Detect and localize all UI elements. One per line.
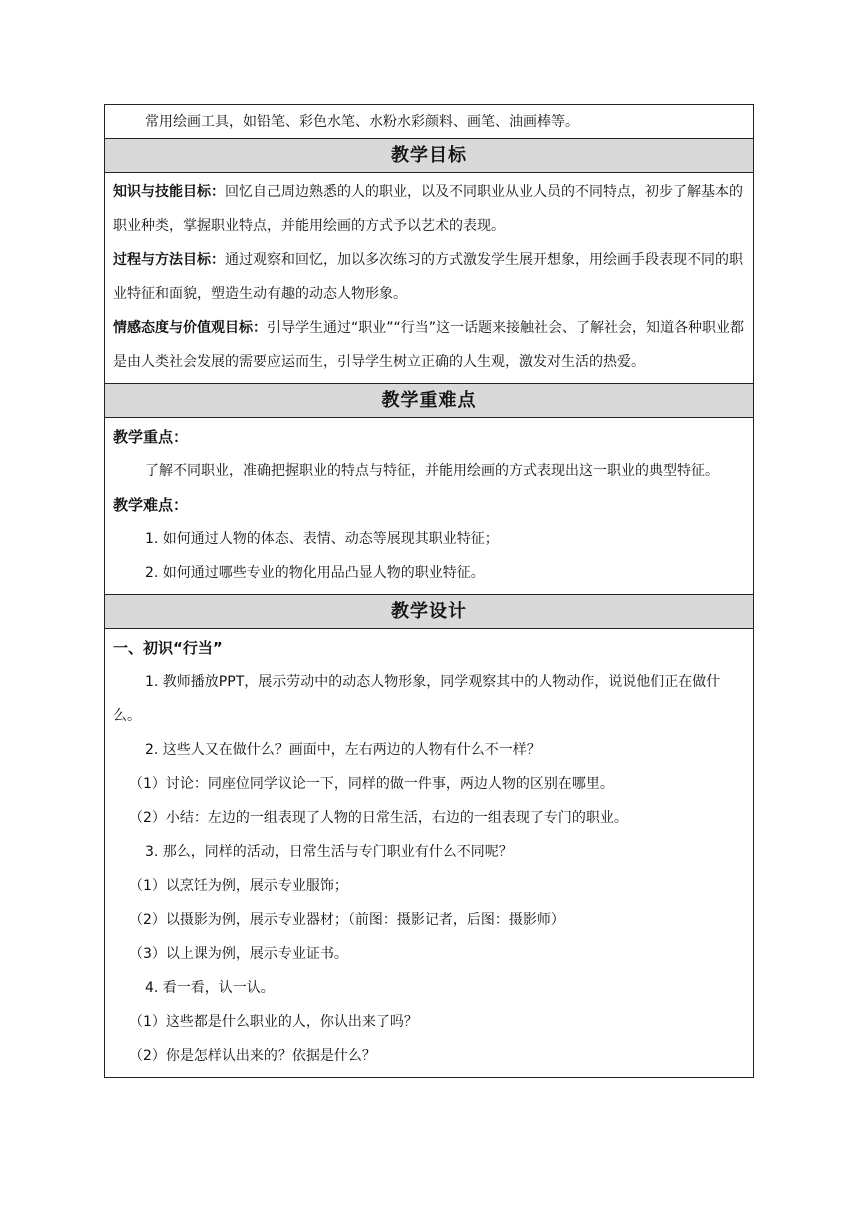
materials-row <box>105 105 753 139</box>
emotion-text: 引导学生通过“职业”“行当”这一话题来接触社会、了解社会，知道各种职业都是由人类社会发展的需要应运而生，引导学生树立正确的人生观，激发对生活的热爱。 <box>113 320 745 370</box>
design-item: 1. 教师播放PPT，展示劳动中的动态人物形象，同学观察其中的人物动作，说说他们正在做什么。 <box>113 674 721 724</box>
difficulty-item: 1. 如何通过人物的体态、表情、动态等展现其职业特征； <box>145 531 499 547</box>
focus-label: 教学重点： <box>113 428 189 446</box>
design-subitem: （3）以上课为例，展示专业证书。 <box>129 946 348 962</box>
design-subitem: （1）这些都是什么职业的人，你认出来了吗？ <box>129 1014 418 1030</box>
design-header: 教学设计 <box>105 595 753 629</box>
process-text: 通过观察和回忆，加以多次练习的方式激发学生展开想象，用绘画手段表现不同的职业特征和面貌，塑造生动有趣的动态人物形象。 <box>113 252 743 302</box>
objectives-header: 教学目标 <box>105 139 753 173</box>
keypoints-header: 教学重难点 <box>105 384 753 418</box>
emotion-objective <box>113 311 745 379</box>
design-item: 4. 看一看，认一认。 <box>145 980 275 996</box>
keypoints-content <box>105 418 753 595</box>
design-item: 2. 这些人又在做什么？画面中，左右两边的人物有什么不一样？ <box>145 742 541 758</box>
design-subitem: （1）以烹饪为例，展示专业服饰； <box>129 878 348 894</box>
focus-text: 了解不同职业，准确把握职业的特点与特征，并能用绘画的方式表现出这一职业的典型特征。 <box>145 463 719 479</box>
process-objective <box>113 243 745 311</box>
design-item: 3. 那么，同样的活动，日常生活与专门职业有什么不同呢？ <box>145 844 513 860</box>
emotion-label: 情感态度与价值观目标： <box>113 320 267 336</box>
process-label: 过程与方法目标： <box>113 252 225 268</box>
objectives-content <box>105 173 753 384</box>
difficulty-label: 教学难点： <box>113 496 189 514</box>
design-subitem: （1）讨论：同座位同学议论一下，同样的做一件事，两边人物的区别在哪里。 <box>129 776 614 792</box>
design-subitem: （2）以摄影为例，展示专业器材；（前图：摄影记者，后图：摄影师） <box>129 912 565 928</box>
knowledge-label: 知识与技能目标： <box>113 184 225 200</box>
design-subitem: （2）你是怎样认出来的？依据是什么？ <box>129 1048 376 1064</box>
design-section-title: 一、初识“行当” <box>113 639 223 657</box>
knowledge-objective <box>113 175 745 243</box>
lesson-plan-table <box>104 104 754 1078</box>
knowledge-text: 回忆自己周边熟悉的人的职业，以及不同职业从业人员的不同特点，初步了解基本的职业种类，掌握职业特点，并能用绘画的方式予以艺术的表现。 <box>113 184 743 234</box>
materials-text: 常用绘画工具，如铅笔、彩色水笔、水粉水彩颜料、画笔、油画棒等。 <box>145 114 579 130</box>
design-subitem: （2）小结：左边的一组表现了人物的日常生活，右边的一组表现了专门的职业。 <box>129 810 628 826</box>
difficulty-item: 2. 如何通过哪些专业的物化用品凸显人物的职业特征。 <box>145 565 485 581</box>
design-content <box>105 629 753 1077</box>
